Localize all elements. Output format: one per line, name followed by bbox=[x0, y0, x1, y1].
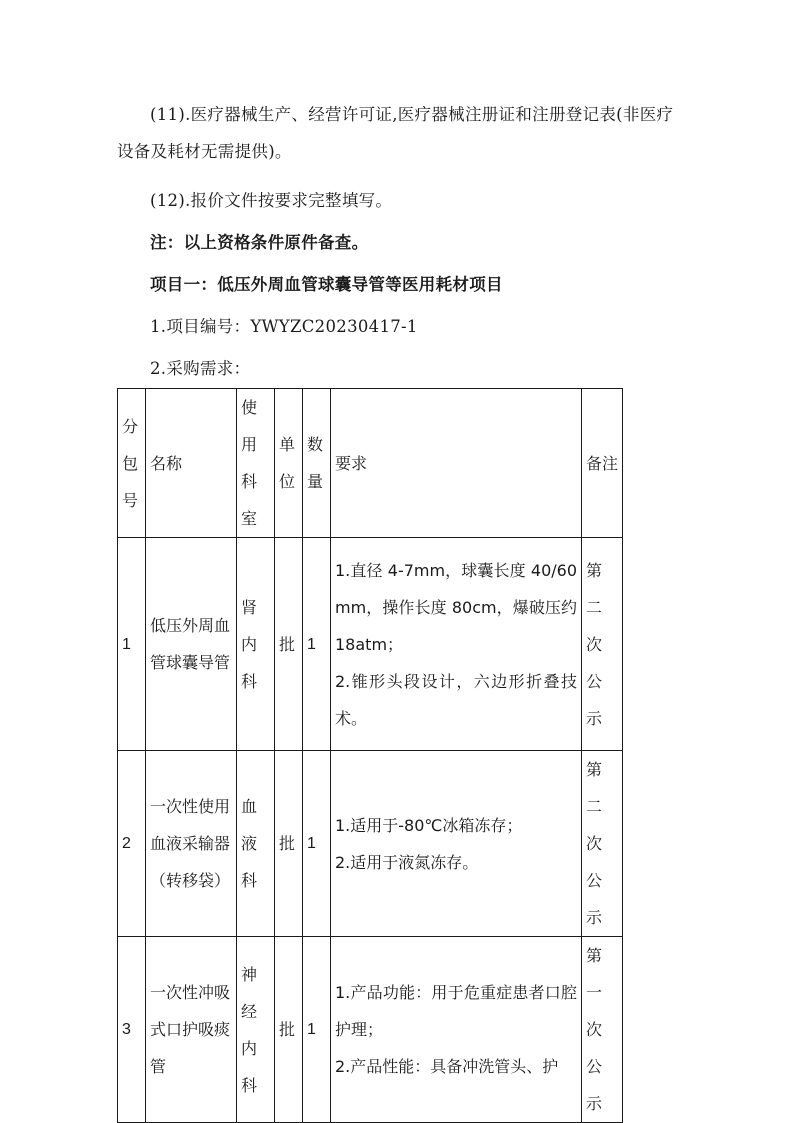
cell-unit: 批 bbox=[275, 538, 303, 751]
requirement-line: 2.产品性能：具备冲洗管头、护 bbox=[335, 1057, 559, 1076]
header-unit: 单位 bbox=[275, 389, 303, 538]
cell-quantity: 1 bbox=[303, 751, 331, 937]
cell-remarks: 第二次公示 bbox=[582, 538, 623, 751]
paragraph-item-11: (11).医疗器械生产、经营许可证,医疗器械注册证和注册登记表(非医疗设备及耗材无需提供)。 bbox=[117, 105, 674, 161]
requirement-line: 1.直径 4-7mm，球囊长度 40/60mm，操作长度 80cm，爆破压约 18atm； bbox=[335, 560, 577, 654]
requirement-line: 1.适用于-80℃冰箱冻存； bbox=[335, 815, 523, 835]
cell-department: 肾内科 bbox=[237, 538, 275, 751]
cell-department: 神经内科 bbox=[237, 937, 275, 1123]
cell-name: 低压外周血管球囊导管 bbox=[146, 538, 237, 751]
table-row bbox=[118, 751, 623, 937]
table-header-row bbox=[118, 389, 623, 538]
cell-name: 一次性冲吸式口护吸痰管 bbox=[146, 937, 237, 1123]
qualification-note: 注：以上资格条件原件备查。 bbox=[150, 233, 369, 252]
header-package-no: 分包号 bbox=[118, 389, 146, 538]
header-department: 使用科室 bbox=[237, 389, 275, 538]
cell-quantity: 1 bbox=[303, 937, 331, 1123]
project-number: 1.项目编号：YWYZC20230417-1 bbox=[150, 317, 418, 336]
paragraph-item-12: (12).报价文件按要求完整填写。 bbox=[150, 191, 393, 210]
cell-unit: 批 bbox=[275, 751, 303, 937]
header-name: 名称 bbox=[146, 389, 237, 538]
cell-remarks: 第二次公示 bbox=[582, 751, 623, 937]
cell-name: 一次性使用血液采输器（转移袋） bbox=[146, 751, 237, 937]
requirement-line: 2.锥形头段设计，六边形折叠技术。 bbox=[335, 671, 577, 728]
cell-unit: 批 bbox=[275, 937, 303, 1123]
cell-requirements bbox=[331, 538, 582, 751]
procurement-table bbox=[117, 388, 623, 1123]
cell-package-no: 2 bbox=[118, 751, 146, 937]
cell-department: 血液科 bbox=[237, 751, 275, 937]
cell-remarks: 第一次公示 bbox=[582, 937, 623, 1123]
cell-quantity: 1 bbox=[303, 538, 331, 751]
cell-package-no: 1 bbox=[118, 538, 146, 751]
cell-requirements bbox=[331, 937, 582, 1123]
header-remarks: 备注 bbox=[582, 389, 623, 538]
cell-package-no: 3 bbox=[118, 937, 146, 1123]
requirement-line: 2.适用于液氮冻存。 bbox=[335, 852, 479, 872]
purchase-requirements-heading: 2.采购需求： bbox=[150, 359, 251, 378]
table-row bbox=[118, 538, 623, 751]
header-quantity: 数量 bbox=[303, 389, 331, 538]
requirement-line: 1.产品功能：用于危重症患者口腔护理； bbox=[335, 983, 577, 1039]
project-title: 项目一：低压外周血管球囊导管等医用耗材项目 bbox=[150, 275, 503, 294]
table-row bbox=[118, 937, 623, 1123]
header-requirements: 要求 bbox=[331, 389, 582, 538]
cell-requirements bbox=[331, 751, 582, 937]
